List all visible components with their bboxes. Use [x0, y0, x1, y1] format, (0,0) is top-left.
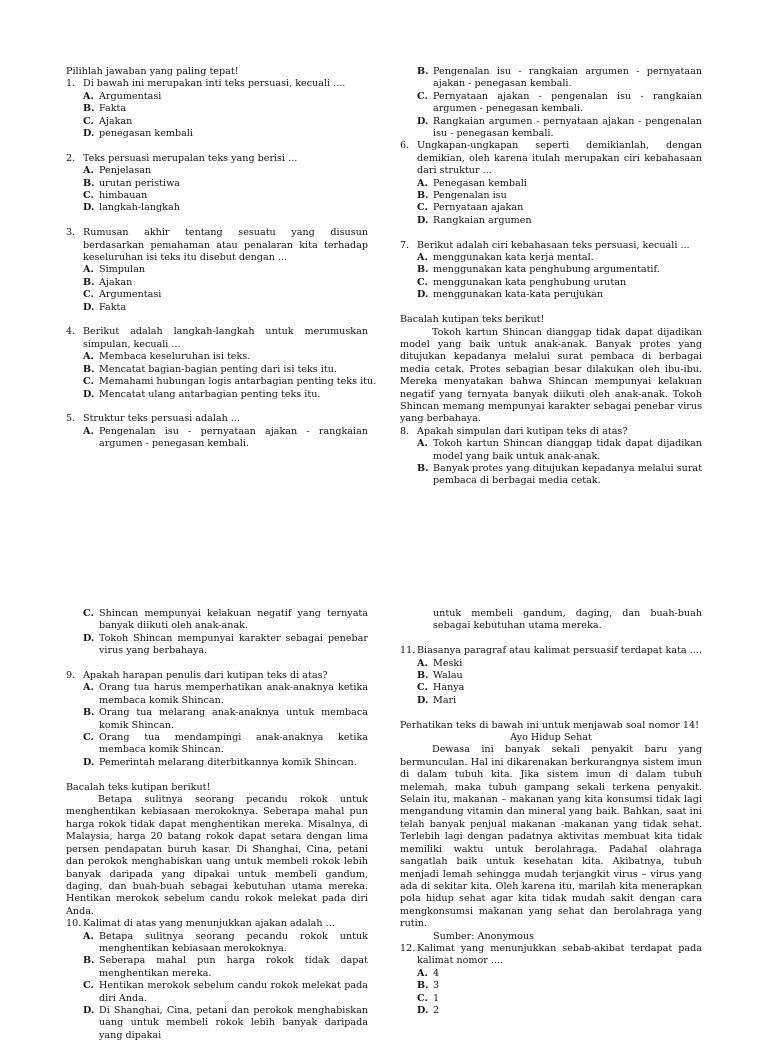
option-a[interactable]: A. menggunakan kata kerja mental. — [417, 252, 594, 264]
passage-source: Sumber: Anonymous — [433, 930, 534, 942]
question-number: 6. — [400, 140, 410, 152]
option-a[interactable]: A. Membaca keseluruhan isi teks. — [83, 351, 251, 363]
question-9 — [66, 670, 368, 769]
question-text: Berikut adalah ciri kebahasaan teks persuasi, kecuali ... — [417, 239, 690, 251]
option-c[interactable]: C. Orang tua mendampingi anak-anaknya ketika membaca komik Shincan. — [83, 732, 368, 756]
question-number: 11. — [400, 645, 416, 657]
question-number: 5. — [66, 413, 76, 425]
question-number: 12. — [400, 942, 416, 954]
question-6 — [400, 140, 702, 227]
option-d[interactable]: D. langkah-langkah — [83, 202, 180, 214]
option-c[interactable]: C. Pernyataan ajakan - pengenalan isu - rangkaian argumen - penegasan kembali. — [417, 90, 702, 115]
question-text: Teks persuasi merupalan teks yang berisi ... — [83, 152, 298, 164]
question-8-continued — [66, 608, 368, 658]
option-d[interactable]: D. Tokoh Shincan mempunyai karakter sebagai penebar virus yang berbahaya. — [83, 632, 368, 657]
option-a[interactable]: A. 4 — [417, 967, 440, 979]
question-text: Berikut adalah langkah-langkah untuk merumuskan simpulan, kecuali ... — [83, 326, 368, 350]
option-c[interactable]: C. himbauan — [83, 190, 148, 202]
question-1 — [66, 78, 368, 140]
question-text: Ungkapan-ungkapan seperti demikianlah, dengan demikian, oleh karena itulah merupakan ciri kebahasaan dari struktur ... — [417, 140, 702, 177]
option-d[interactable]: D. menggunakan kata-kata perujukan — [417, 289, 604, 301]
option-a[interactable]: A. Orang tua harus memperhatikan anak-anaknya ketika membaca komik Shincan. — [83, 682, 368, 706]
question-number: 10. — [66, 918, 82, 930]
question-11 — [400, 645, 702, 707]
reading-heading: Bacalah teks kutipan berikut! — [66, 781, 211, 793]
top-right-column — [400, 66, 702, 488]
option-c[interactable]: C. Memahami hubungan logis antarbagian penting teks itu. — [83, 376, 377, 388]
question-12 — [400, 943, 702, 1017]
option-a[interactable]: A. Simpulan — [83, 264, 146, 276]
reading-passage: Betapa sulitnya seorang pecandu rokok untuk menghentikan kebiasaan merokoknya. Seberapa mahal pun harga rokok tidak dapat menghentikan mereka. Misalnya, di Malaysia, harga 20 batang rokok dapat setara dengan lima persen pendapatan buruh kasar. Di Shanghai, Cina, petani dan perokok menghabiskan uang untuk membeli rokok lebih banyak daripada yang dipakai untuk membeli gandum, daging, dan buah-buah sebagai kebutuhan utama mereka. Hentikan merokok sebelum candu rokok melekat pada diri Anda. — [66, 794, 368, 917]
option-b[interactable]: B. Mencatat bagian-bagian penting dari isi teks itu. — [83, 363, 337, 375]
question-4 — [66, 326, 377, 400]
option-c[interactable]: C. Argumentasi — [83, 289, 162, 301]
question-5 — [66, 413, 368, 450]
question-10 — [66, 918, 368, 1042]
option-c[interactable]: C. Shincan mempunyai kelakuan negatif yang ternyata banyak diikuti oleh anak-anak. — [83, 608, 368, 632]
option-b[interactable]: B. Walau — [417, 670, 463, 682]
question-text: Kalimat yang menunjukkan sebab-akibat terdapat pada kalimat nomor .... — [417, 942, 702, 967]
question-text: Apakah simpulan dari kutipan teks di atas? — [417, 425, 628, 437]
question-number: 8. — [400, 425, 410, 437]
question-number: 3. — [66, 227, 76, 239]
reading-heading: Bacalah kutipan teks berikut! — [400, 314, 545, 326]
question-number: 2. — [66, 152, 76, 164]
bottom-left-column — [66, 608, 368, 1042]
question-5-continued — [400, 66, 702, 140]
option-b[interactable]: B. menggunakan kata penghubung argumentatif. — [417, 264, 660, 276]
passage-title: Ayo Hidup Sehat — [510, 732, 592, 744]
option-d[interactable]: D. Rangkaian argumen - pernyataan ajakan - pengenalan isu - penegasan kembali. — [417, 115, 702, 140]
option-a[interactable]: A. Pengenalan isu - pernyataan ajakan - rangkaian argumen - penegasan kembali. — [83, 425, 368, 450]
reading-passage: Dewasa ini banyak sekali penyakit baru yang bermunculan. Hal ini dikarenakan berkurangnya sistem imun di dalam tubuh kita. Jika sistem imun di dalam tubuh melemah, maka tubuh gampang sekali terkena penyakit. Selain itu, makanan – makanan yang kita konsumsi tidak lagi mengandung vitamin dan mineral yang baik. Bahkan, saat ini telah banyak penjual makanan -makanan yang tidak sehat. Terlebih lagi dengan padatnya aktivitas membuat kita tidak memiliki waktu untuk berolahraga. Padahal olahraga sangatlah baik untuk kesehatan kita. Akibatnya, tubuh menjadi lemah sehingga mudah terjangkit virus – virus yang ada di sekitar kita. Oleh karena itu, marilah kita menerapkan pola hidup sehat agar kita tidak mudah sakit dengan cara mengkonsumsi makanan yang sehat dan berolahraga yang rutin. — [400, 744, 702, 930]
question-number: 9. — [66, 670, 76, 682]
option-b[interactable]: B. urutan peristiwa — [83, 177, 180, 189]
option-d[interactable]: D. Fakta — [83, 301, 127, 313]
option-b[interactable]: B. Pengenalan isu - rangkaian argumen - pernyataan ajakan - penegasan kembali. — [417, 66, 702, 90]
question-7 — [400, 240, 702, 302]
option-b[interactable]: B. Seberapa mahal pun harga rokok tidak dapat menghentikan mereka. — [83, 955, 368, 979]
option-b[interactable]: B. 3 — [417, 980, 440, 992]
question-number: 1. — [66, 78, 76, 90]
option-c[interactable]: C. Hanya — [417, 682, 465, 694]
option-c[interactable]: C. menggunakan kata penghubung urutan — [417, 276, 627, 288]
option-b[interactable]: B. Ajakan — [83, 276, 133, 288]
option-c[interactable]: C. 1 — [417, 992, 440, 1004]
option-b[interactable]: B. Pengenalan isu — [417, 190, 507, 202]
option-d[interactable]: D. Rangkaian argumen — [417, 214, 532, 226]
question-8 — [400, 426, 702, 488]
option-d[interactable]: D. 2 — [417, 1004, 440, 1016]
option-d[interactable]: D. Mari — [417, 694, 457, 706]
question-text: Struktur teks persuasi adalah ... — [83, 413, 241, 425]
option-d[interactable]: D. Mencatat ulang antarbagian penting teks itu. — [83, 388, 321, 400]
question-number: 7. — [400, 239, 410, 251]
question-2 — [66, 153, 368, 215]
option-c[interactable]: C. Hentikan merokok sebelum candu rokok melekat pada diri Anda. — [83, 980, 368, 1004]
option-c[interactable]: C. Pernyataan ajakan — [417, 202, 524, 214]
bottom-right-column — [400, 608, 702, 1017]
option-a[interactable]: A. Tokoh kartun Shincan dianggap tidak dapat dijadikan model yang baik untuk anak-anak. — [417, 438, 702, 462]
question-10-continued: untuk membeli gandum, daging, dan buah-buah sebagai kebutuhan utama mereka. — [433, 608, 702, 632]
option-a[interactable]: A. Penjelasan — [83, 165, 152, 177]
option-a[interactable]: A. Betapa sulitnya seorang pecandu rokok untuk menghentikan kebiasaan merokoknya. — [83, 930, 368, 954]
option-d[interactable]: D. Di Shanghai, Cina, petani dan perokok menghabiskan uang untuk membeli rokok lebih banyak daripada yang dipakai — [83, 1004, 368, 1041]
option-b[interactable]: B. Orang tua melarang anak-anaknya untuk membaca komik Shincan. — [83, 707, 368, 731]
question-3 — [66, 227, 368, 314]
question-text: Apakah harapan penulis dari kutipan teks di atas? — [83, 670, 328, 682]
question-text: Biasanya paragraf atau kalimat persuasif terdapat kata .... — [417, 645, 702, 657]
reading-passage: Tokoh kartun Shincan dianggap tidak dapat dijadikan model yang baik untuk anak-anak. Banyak protes yang ditujukan kepadanya melalui surat pembaca di berbagai media cetak. Protes sebagian besar dilakukan oleh ibu-ibu. Mereka menyatakan bahwa Shincan mempunyai kelakuan negatif yang ternyata banyak diikuti oleh anak-anak. Tokoh Shincan memang mempunyai karakter sebagai penebar virus yang berbahaya. — [400, 326, 702, 425]
question-text: Di bawah ini merupakan inti teks persuasi, kecuali .... — [83, 78, 346, 90]
instruction-14: Perhatikan teks di bawah ini untuk menjawab soal nomor 14! — [400, 719, 699, 731]
question-text: Rumusan akhir tentang sesuatu yang disusun berdasarkan pemahaman atau penalaran kita terhadap keseluruhan isi teks itu disebut dengan ... — [83, 227, 368, 264]
option-a[interactable]: A. Argumentasi — [83, 90, 162, 102]
instruction-heading: Pilihlah jawaban yang paling tepat! — [66, 66, 239, 77]
option-a[interactable]: A. Penegasan kembali — [417, 177, 527, 189]
option-c[interactable]: C. Ajakan — [83, 115, 133, 127]
top-left-column — [66, 66, 377, 451]
option-b[interactable]: B. Banyak protes yang ditujukan kepadanya melalui surat pembaca di berbagai media cetak. — [417, 462, 702, 487]
option-a[interactable]: A. Meski — [417, 657, 463, 669]
option-d[interactable]: D. Pemerintah melarang diterbitkannya komik Shincan. — [83, 756, 357, 768]
question-text: Kalimat di atas yang menunjukkan ajakan adalah ... — [83, 918, 335, 930]
option-b[interactable]: B. Fakta — [83, 103, 127, 115]
option-d[interactable]: D. penegasan kembali — [83, 128, 193, 140]
question-number: 4. — [66, 326, 76, 338]
